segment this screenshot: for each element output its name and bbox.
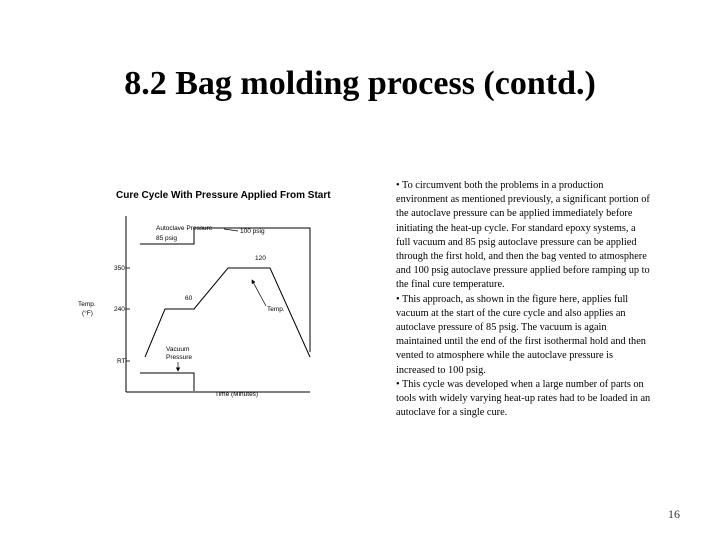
figure-title: Cure Cycle With Pressure Applied From Start: [116, 190, 331, 201]
vacuum-label: Vacuum: [166, 346, 190, 353]
pressure-label: Pressure: [166, 354, 193, 361]
85-psig-label: 85 psig: [156, 235, 177, 242]
vacuum-pressure-curve: [140, 373, 194, 391]
y-tick-350: 350: [114, 265, 125, 272]
autoclave-pressure-label: Autoclave Pressure: [156, 225, 213, 232]
y-axis-label: Temp.: [78, 301, 96, 308]
hold-120-label: 120: [255, 255, 266, 262]
temp-label: Temp.: [267, 306, 285, 313]
y-axis-unit: (°F): [82, 310, 93, 317]
cure-cycle-diagram: [70, 182, 370, 407]
slide-title: 8.2 Bag molding process (contd.): [124, 65, 596, 102]
y-tick-240: 240: [114, 306, 125, 313]
100-psig-label: 100 psig: [240, 228, 265, 235]
temp-arrow: [252, 280, 266, 306]
x-axis-label: Time (Minutes): [215, 391, 259, 398]
bullet-3: • This cycle was developed when a large number of parts on tools with widely varying heat-up rates had to be loaded in an autoclave for a single cure.: [396, 378, 651, 419]
autoclave-pressure-curve: [140, 228, 310, 352]
y-tick-rt: RT: [117, 358, 126, 365]
cure-cycle-figure: [70, 182, 370, 407]
hold-60-label: 60: [185, 295, 193, 302]
bullet-2: • This approach, as shown in the figure here, applies full vacuum at the start of the cure cycle and also applies an autoclave pressure of 85 psig. The vacuum is again maintained until the end of the first isothermal hold and then vented to atmosphere while the autoclave pressure is increased to 100 psig.: [396, 293, 646, 376]
body-text: [396, 179, 652, 420]
page-number: 16: [668, 507, 680, 521]
bullet-1: • To circumvent both the problems in a production environment as mentioned previously, a significant portion of the autoclave pressure can be applied immediately before initiating the heat-up cycle. For standard epoxy systems, a full vacuum and 85 psig autoclave pressure can be applied through the first hold, and then the bag vented to atmosphere and 100 psig autoclave pressure applied before ramping up to the final cure temperature.: [396, 180, 650, 291]
100-psig-leader: [224, 229, 238, 231]
temperature-curve: [145, 268, 310, 357]
